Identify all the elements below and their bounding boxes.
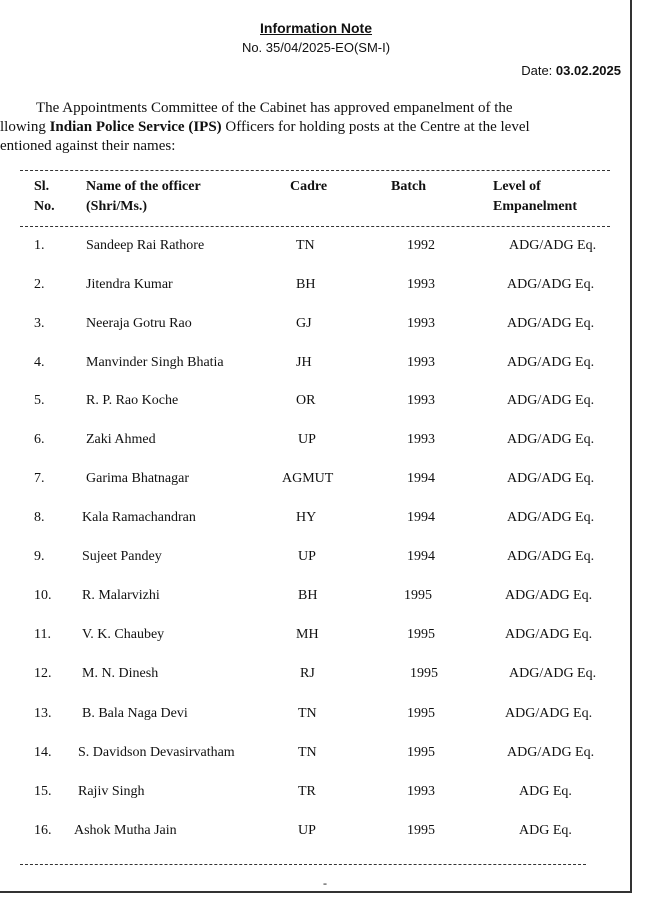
- table-cell-sl: 14.: [34, 745, 52, 760]
- table-bottom-divider: [20, 864, 586, 865]
- table-cell-name: R. Malarvizhi: [82, 588, 160, 603]
- table-cell-cadre: UP: [298, 549, 316, 564]
- table-cell-sl: 2.: [34, 277, 45, 292]
- table-cell-level: ADG/ADG Eq.: [507, 393, 595, 408]
- table-header-divider: [20, 226, 610, 227]
- date-label: Date:: [521, 63, 553, 78]
- table-cell-name: Sujeet Pandey: [82, 549, 162, 564]
- table-cell-batch: 1995: [407, 823, 435, 838]
- table-cell-name: Jitendra Kumar: [86, 277, 173, 292]
- intro-line-2-bold: Indian Police Service (IPS): [49, 119, 222, 135]
- table-cell-cadre: GJ: [296, 316, 312, 331]
- table-cell-batch: 1993: [407, 316, 435, 331]
- table-cell-batch: 1995: [404, 588, 432, 603]
- table-cell-level: ADG/ADG Eq.: [505, 627, 593, 642]
- table-cell-batch: 1993: [407, 355, 435, 370]
- header-level-line1: Level of: [493, 179, 541, 194]
- table-cell-batch: 1993: [407, 393, 435, 408]
- intro-line-2-post: Officers for holding posts at the Centre at the level: [221, 119, 530, 135]
- table-cell-batch: 1993: [407, 277, 435, 292]
- header-name-line1: Name of the officer: [86, 179, 201, 194]
- table-cell-cadre: BH: [296, 277, 316, 292]
- document-title: Information Note: [260, 20, 372, 36]
- header-name-line2: (Shri/Ms.): [86, 199, 148, 214]
- table-cell-level: ADG Eq.: [519, 823, 572, 838]
- reference-number: No. 35/04/2025-EO(SM-I): [241, 40, 391, 55]
- table-cell-sl: 4.: [34, 355, 45, 370]
- table-cell-level: ADG/ADG Eq.: [509, 666, 597, 681]
- header-level: [493, 177, 577, 217]
- table-cell-sl: 9.: [34, 549, 45, 564]
- table-cell-name: Manvinder Singh Bhatia: [86, 355, 224, 370]
- table-cell-level: ADG/ADG Eq.: [507, 471, 595, 486]
- intro-line-3: entioned against their names:: [0, 138, 176, 154]
- table-cell-cadre: MH: [296, 627, 319, 642]
- table-cell-batch: 1995: [410, 666, 438, 681]
- document-date: [521, 63, 621, 78]
- table-cell-name: S. Davidson Devasirvatham: [78, 745, 235, 760]
- table-cell-level: ADG/ADG Eq.: [507, 277, 595, 292]
- table-cell-level: ADG/ADG Eq.: [507, 549, 595, 564]
- table-cell-sl: 13.: [34, 706, 52, 721]
- table-cell-sl: 10.: [34, 588, 52, 603]
- table-cell-level: ADG/ADG Eq.: [507, 432, 595, 447]
- table-cell-sl: 8.: [34, 510, 45, 525]
- intro-line-1: The Appointments Committee of the Cabinet has approved empanelment of the: [36, 100, 513, 116]
- table-cell-batch: 1994: [407, 549, 435, 564]
- header-officer-name: [86, 177, 201, 217]
- table-cell-cadre: TR: [298, 784, 316, 799]
- table-cell-name: Sandeep Rai Rathore: [86, 238, 205, 253]
- intro-paragraph: [0, 99, 622, 156]
- page-mark: -: [323, 876, 327, 890]
- table-cell-name: B. Bala Naga Devi: [82, 706, 188, 721]
- table-cell-sl: 6.: [34, 432, 45, 447]
- header-sl-line1: Sl.: [34, 179, 50, 194]
- header-level-line2: Empanelment: [493, 199, 577, 214]
- table-cell-name: R. P. Rao Koche: [86, 393, 179, 408]
- table-cell-cadre: UP: [298, 823, 316, 838]
- header-sl-no: [34, 177, 55, 217]
- table-cell-batch: 1995: [407, 745, 435, 760]
- header-sl-line2: No.: [34, 199, 55, 214]
- table-cell-name: Garima Bhatnagar: [86, 471, 190, 486]
- intro-line-2: [0, 118, 622, 137]
- table-cell-cadre: RJ: [300, 666, 315, 681]
- table-cell-sl: 3.: [34, 316, 45, 331]
- table-cell-level: ADG/ADG Eq.: [507, 745, 595, 760]
- table-cell-name: Zaki Ahmed: [86, 432, 156, 447]
- table-cell-batch: 1995: [407, 627, 435, 642]
- table-cell-batch: 1995: [407, 706, 435, 721]
- table-cell-name: Ashok Mutha Jain: [74, 823, 177, 838]
- table-cell-batch: 1994: [407, 510, 435, 525]
- table-cell-sl: 7.: [34, 471, 45, 486]
- intro-line-2-pre: llowing: [0, 119, 50, 135]
- table-cell-batch: 1994: [407, 471, 435, 486]
- table-cell-batch: 1993: [407, 432, 435, 447]
- table-cell-name: Rajiv Singh: [78, 784, 145, 799]
- table-cell-sl: 15.: [34, 784, 52, 799]
- table-cell-level: ADG/ADG Eq.: [505, 588, 593, 603]
- header-cadre: Cadre: [290, 179, 328, 194]
- table-cell-sl: 12.: [34, 666, 52, 681]
- table-cell-batch: 1993: [407, 784, 435, 799]
- table-cell-sl: 16.: [34, 823, 52, 838]
- table-cell-batch: 1992: [407, 238, 435, 253]
- page-border-right: [630, 0, 632, 893]
- table-cell-cadre: HY: [296, 510, 317, 525]
- table-cell-cadre: BH: [298, 588, 318, 603]
- table-cell-sl: 1.: [34, 238, 45, 253]
- table-cell-name: Neeraja Gotru Rao: [86, 316, 192, 331]
- table-cell-level: ADG Eq.: [519, 784, 572, 799]
- table-top-divider: [20, 170, 610, 171]
- table-cell-cadre: TN: [298, 706, 317, 721]
- table-cell-level: ADG/ADG Eq.: [509, 238, 597, 253]
- table-cell-cadre: TN: [296, 238, 315, 253]
- table-cell-level: ADG/ADG Eq.: [507, 510, 595, 525]
- table-cell-sl: 5.: [34, 393, 45, 408]
- table-cell-name: V. K. Chaubey: [82, 627, 165, 642]
- table-cell-cadre: OR: [296, 393, 316, 408]
- table-cell-cadre: UP: [298, 432, 316, 447]
- table-cell-level: ADG/ADG Eq.: [507, 355, 595, 370]
- table-cell-sl: 11.: [34, 627, 51, 642]
- table-cell-level: ADG/ADG Eq.: [507, 316, 595, 331]
- date-value: 03.02.2025: [555, 63, 621, 78]
- table-cell-cadre: TN: [298, 745, 317, 760]
- table-cell-cadre: AGMUT: [282, 471, 334, 486]
- table-cell-cadre: JH: [296, 355, 312, 370]
- header-batch: Batch: [391, 179, 426, 194]
- page-border-bottom: [0, 891, 632, 893]
- table-cell-name: Kala Ramachandran: [82, 510, 196, 525]
- table-cell-level: ADG/ADG Eq.: [505, 706, 593, 721]
- table-cell-name: M. N. Dinesh: [82, 666, 159, 681]
